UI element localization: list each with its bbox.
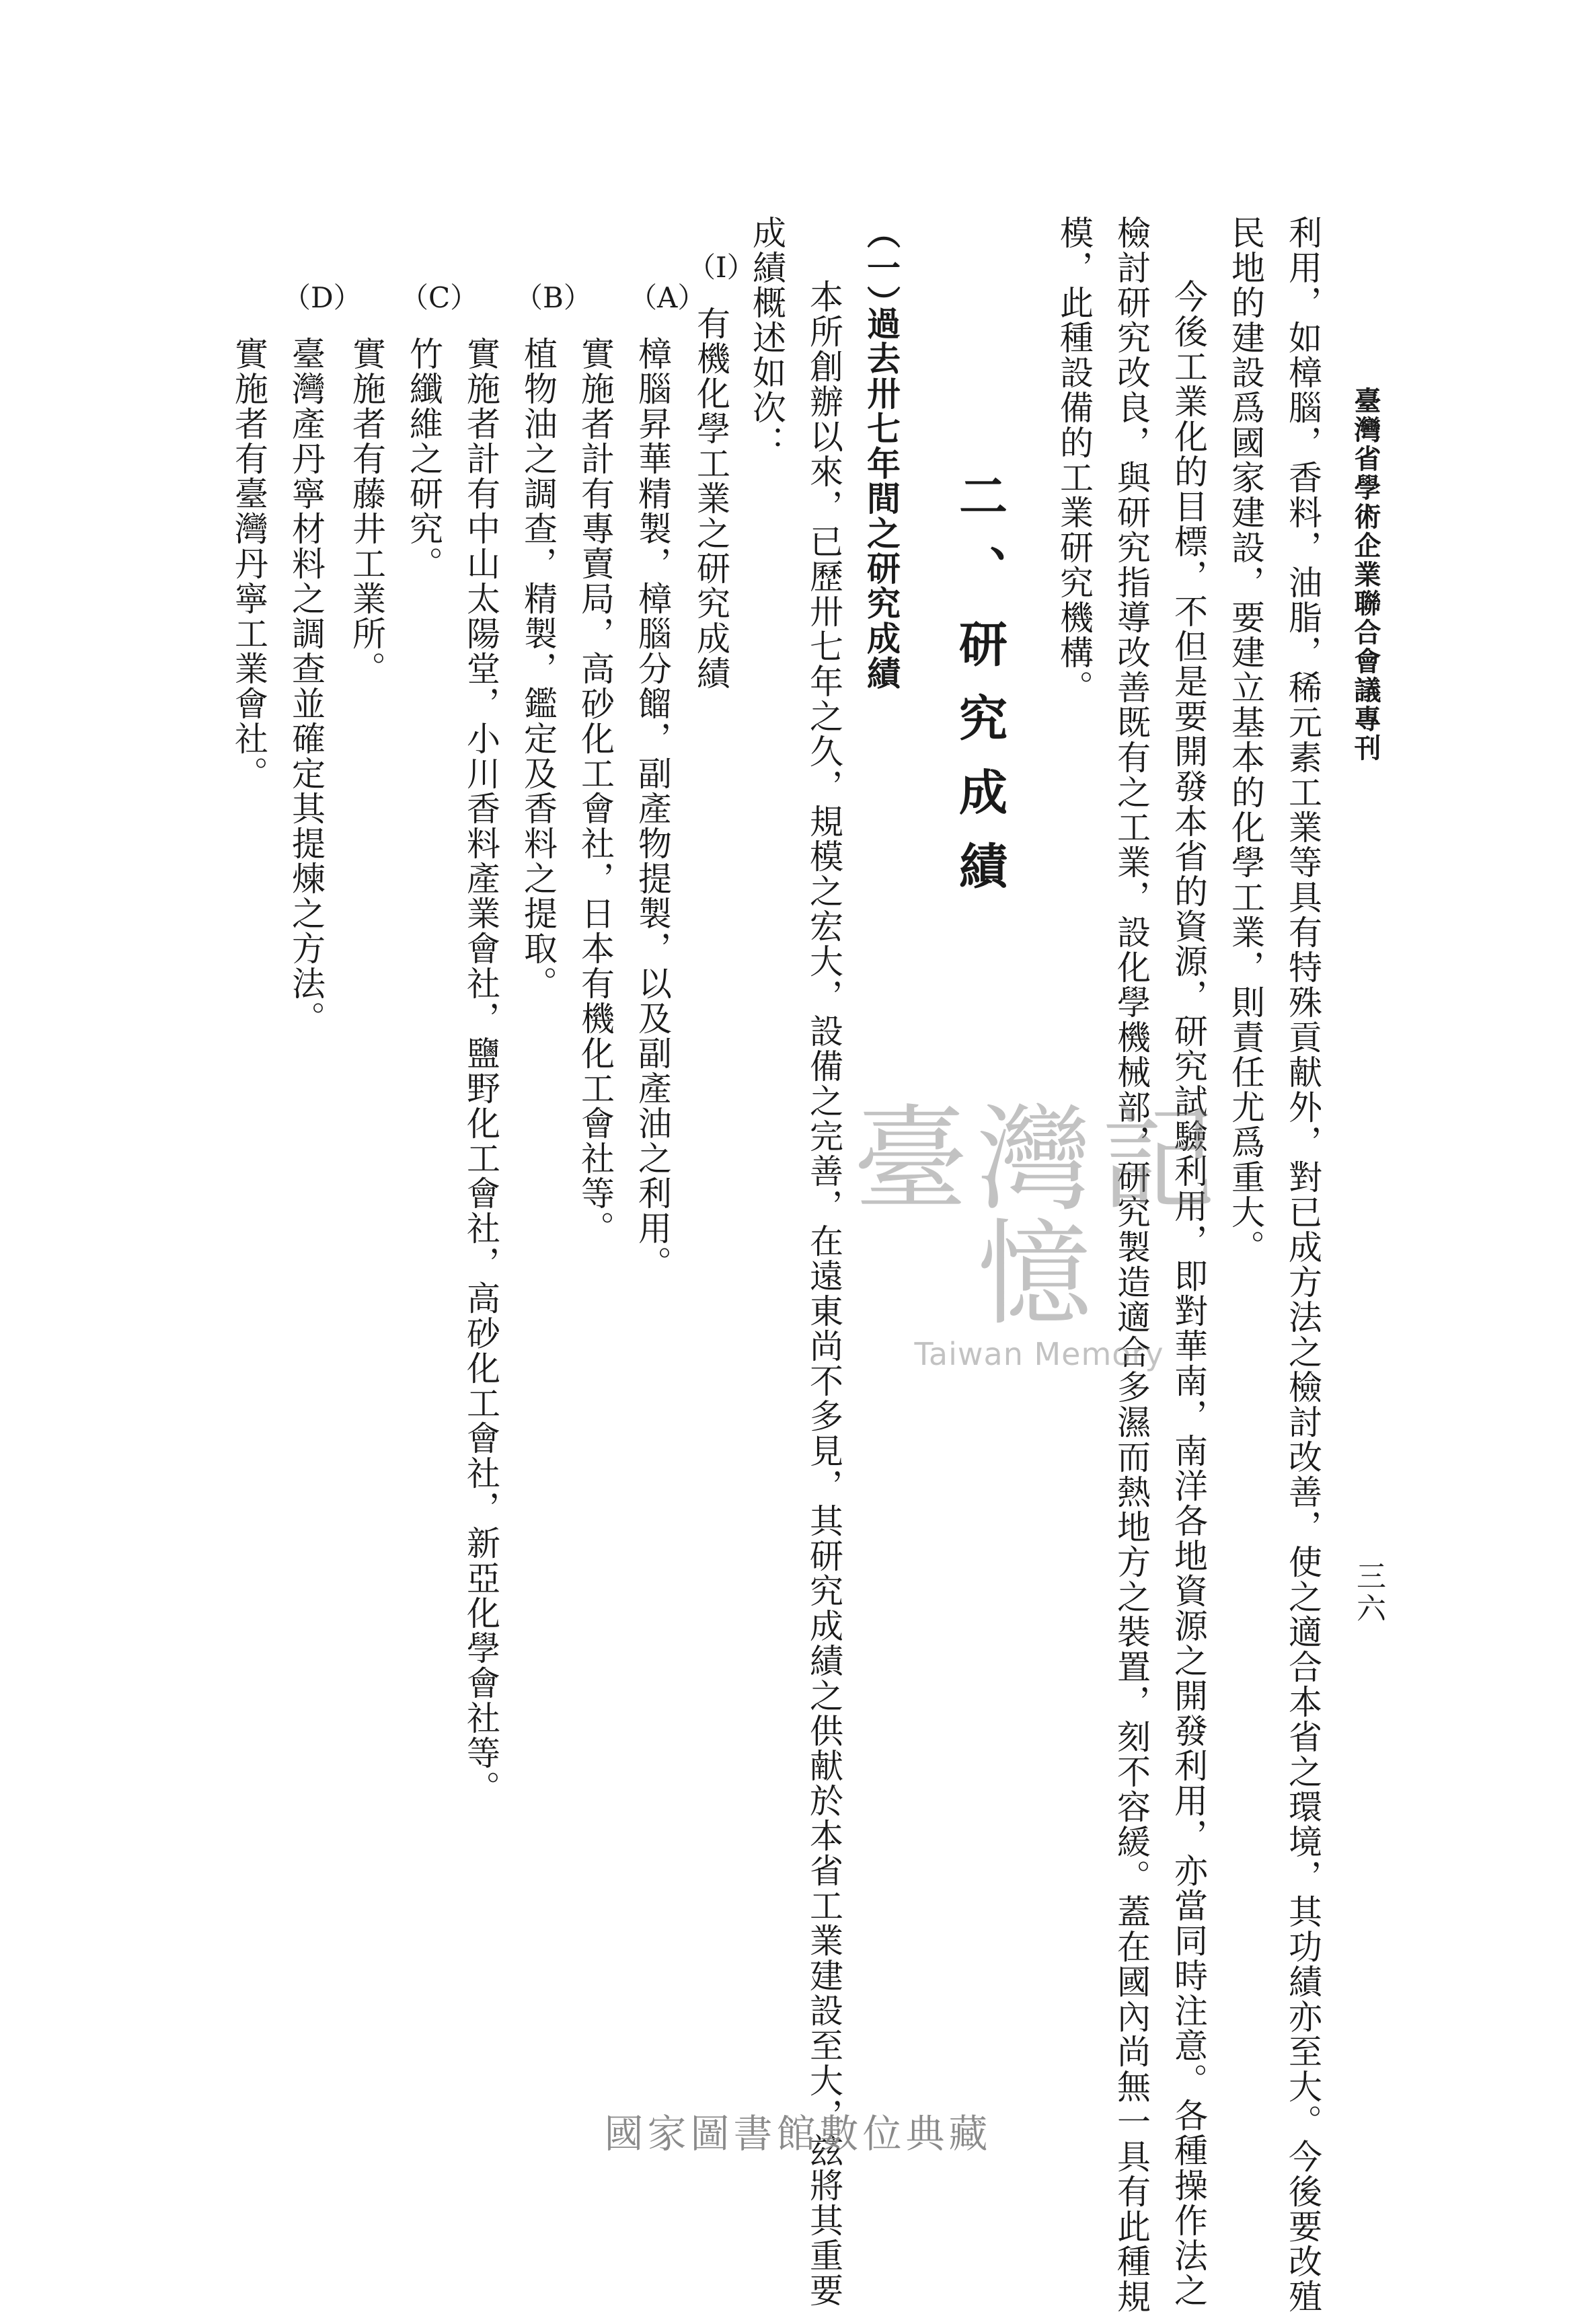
item-c-detail: 實施者有藤井工業所。 — [347, 336, 386, 686]
section-title: 二、研究成績 — [951, 471, 1008, 915]
intro-column-4: 檢討研究改良，與研究指導改善既有之工業，設化學機械部，研究製造適合多濕而熱地方之裝置，刻不容緩。蓋在國內尚無一具有此種規 — [1112, 215, 1151, 2314]
watermark — [797, 1094, 1281, 1372]
watermark-chinese: 臺灣記憶 — [853, 1094, 1225, 1341]
part-title: 有機化學工業之研究成績 — [691, 306, 730, 691]
item-a-marker: （A） — [629, 281, 706, 314]
intro-column-1: 利用，如樟腦，香料，油脂，稀元素工業等具有特殊貢献外，對已成方法之檢討改善，使之適合本省之環境，其功績亦至大。今後要改殖 — [1283, 215, 1322, 2314]
item-b-detail: 實施者計有中山太陽堂，小川香料產業會社，鹽野化工會社，高砂化工會社，新亞化學會社等。 — [461, 336, 500, 1805]
intro-column-3: 今後工業化的目標，不但是要開發本省的資源，研究試驗利用，即對華南，南洋各地資源之開發利用，亦當同時注意。各種操作法之 — [1169, 279, 1208, 2308]
intro-column-5: 模，此種設備的工業研究機構。 — [1055, 215, 1094, 705]
item-d-detail: 實施者有臺灣丹寧工業會社。 — [229, 336, 268, 791]
subsection-paragraph-1: 本所創辦以來，已歷卅七年之久，規模之宏大，設備之完善，在遠東尚不多見，其研究成績之供献於本省工業建設至大，玆將其重要 — [804, 279, 843, 2308]
item-d-marker: （D） — [282, 281, 362, 314]
item-a-title: 樟腦昇華精製，樟腦分餾，副產物提製，以及副產油之利用。 — [633, 336, 672, 1281]
subsection-marker: （一） — [862, 215, 901, 320]
part-marker: （I） — [687, 251, 755, 284]
watermark-english: Taiwan Memory — [914, 1336, 1164, 1372]
item-b-title: 植物油之調查，精製，鑑定及香料之提取。 — [519, 336, 558, 1001]
subsection-paragraph-2: 成績概述如次： — [747, 215, 786, 460]
page-number: 三六 — [1351, 1561, 1385, 1625]
publication-title: 臺灣省學術企業聯合會議專刊 — [1350, 387, 1381, 763]
item-d-title: 臺灣產丹寧材料之調查並確定其提煉之方法。 — [287, 336, 326, 1036]
footer-archive-label: 國家圖書館數位典藏 — [604, 2111, 992, 2157]
item-c-marker: （C） — [400, 281, 479, 314]
item-b-marker: （B） — [515, 281, 592, 314]
subsection-title: 過去卅七年間之研究成績 — [862, 306, 901, 691]
item-c-title: 竹纖維之研究。 — [404, 336, 443, 581]
intro-column-2: 民地的建設爲國家建設，要建立基本的化學工業，則責任尤爲重大。 — [1226, 215, 1265, 1265]
item-a-detail: 實施者計有專賣局，高砂化工會社，日本有機化工會社等。 — [576, 336, 615, 1246]
